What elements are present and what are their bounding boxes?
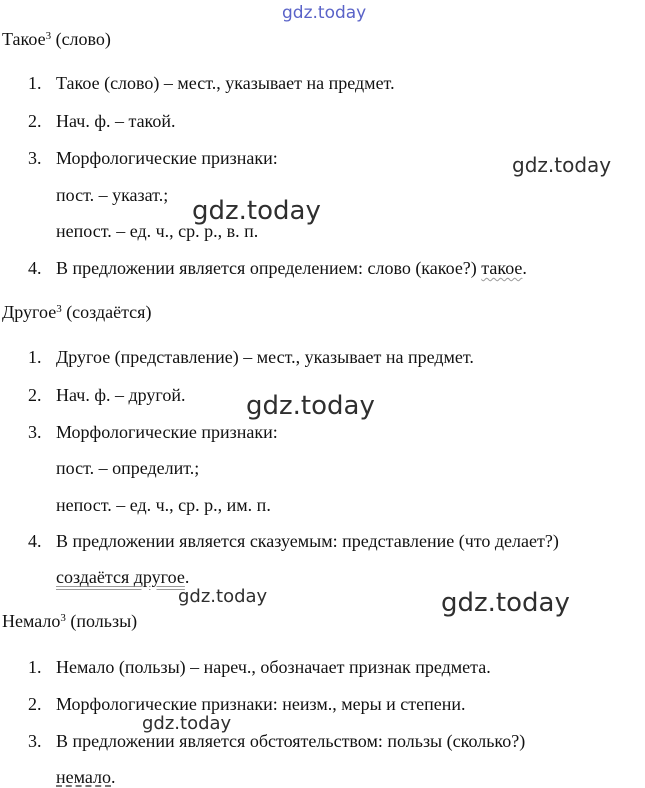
item-text: В предложении является определением: слово (какое?): [56, 258, 482, 278]
list-item: [28, 147, 278, 169]
list-subline: [56, 494, 271, 516]
section-heading: [2, 610, 137, 632]
item-text: пост. – определит.;: [56, 458, 200, 478]
item-number: 2.: [28, 385, 42, 405]
item-text: В предложении является сказуемым: представление (что делает?): [56, 531, 559, 551]
list-item: [28, 693, 466, 715]
list-item: [28, 421, 278, 443]
watermark-text: gdz.today: [192, 196, 321, 226]
heading-superscript: 3: [60, 612, 66, 624]
heading-context: (создаётся): [66, 302, 152, 322]
list-subline: [56, 220, 258, 242]
item-number: 1.: [28, 657, 42, 677]
heading-word: Немало: [2, 611, 61, 631]
item-number: 3.: [28, 731, 42, 751]
list-item: [28, 384, 185, 406]
item-number: 1.: [28, 73, 42, 93]
item-text: Такое (слово) – мест., указывает на предмет.: [56, 73, 395, 93]
heading-superscript: 3: [45, 30, 52, 42]
item-text: непост. – ед. ч., ср. р., в. п.: [56, 221, 259, 241]
heading-superscript: 3: [56, 303, 62, 315]
section-heading: [2, 28, 111, 50]
item-text: пост. – указат.;: [56, 185, 169, 205]
heading-word: Такое: [2, 29, 46, 49]
list-item: [28, 656, 491, 678]
list-subline: [56, 566, 189, 588]
list-item: [28, 257, 527, 279]
item-number: 4.: [28, 258, 42, 278]
item-text: В предложении является обстоятельством: пользы (сколько?): [56, 731, 526, 751]
item-end: .: [111, 767, 116, 787]
watermark-text: gdz.today: [142, 713, 232, 734]
heading-word: Другое: [2, 302, 57, 322]
item-number: 4.: [28, 531, 42, 551]
list-item: [28, 530, 559, 552]
section-heading: [2, 301, 151, 323]
item-text: непост. – ед. ч., ср. р., им. п.: [56, 495, 271, 515]
item-number: 3.: [28, 422, 42, 442]
watermark-text: gdz.today: [441, 588, 570, 618]
watermark-text: gdz.today: [512, 153, 612, 177]
item-number: 2.: [28, 694, 42, 714]
underlined-word: такое: [481, 258, 523, 278]
item-end: .: [184, 567, 190, 587]
item-text: Нач. ф. – такой.: [56, 111, 176, 131]
item-number: 1.: [28, 347, 42, 367]
item-end: .: [522, 258, 527, 278]
underlined-adverbial: немало: [56, 767, 112, 787]
underlined-predicate: создаётся другое: [56, 567, 185, 587]
heading-context: (слово): [55, 29, 111, 49]
item-number: 2.: [28, 111, 42, 131]
list-subline: [56, 184, 168, 206]
list-item: [28, 110, 176, 132]
item-text: Нач. ф. – другой.: [56, 385, 186, 405]
item-number: 3.: [28, 148, 42, 168]
list-item: [28, 346, 474, 368]
watermark-text: gdz.today: [178, 586, 268, 607]
list-subline: [56, 457, 199, 479]
item-text: Немало (пользы) – нареч., обозначает признак предмета.: [56, 657, 491, 677]
item-text: Морфологические признаки:: [56, 148, 278, 168]
watermark-text: gdz.today: [282, 3, 367, 23]
list-item: [28, 72, 395, 94]
list-item: [28, 730, 525, 752]
list-subline: [56, 766, 116, 788]
item-text: Морфологические признаки: неизм., меры и степени.: [56, 694, 466, 714]
heading-context: (пользы): [70, 611, 138, 631]
watermark-text: gdz.today: [246, 391, 375, 421]
item-text: Морфологические признаки:: [56, 422, 278, 442]
item-text: Другое (представление) – мест., указывает на предмет.: [56, 347, 474, 367]
